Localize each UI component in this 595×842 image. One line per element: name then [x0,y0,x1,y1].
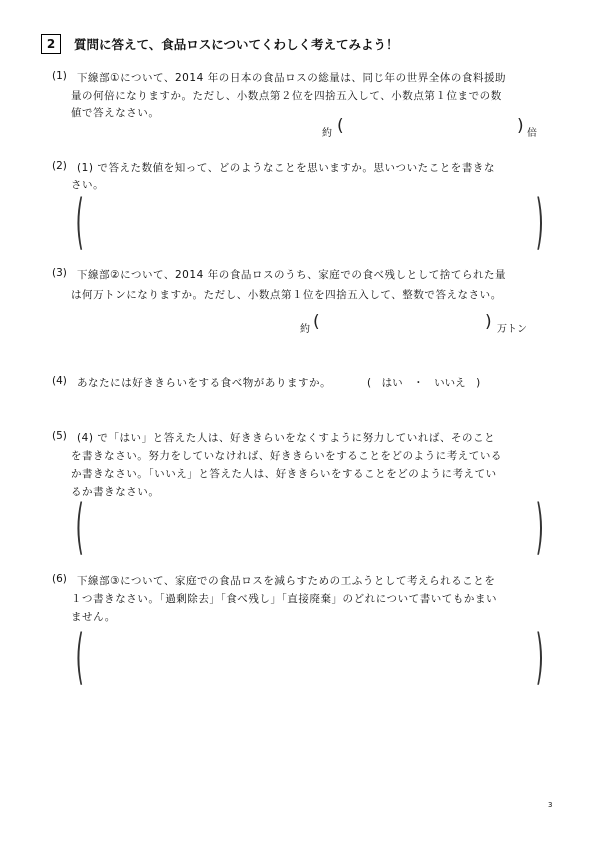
answer-1-field[interactable] [345,118,515,138]
answer-3-open-bracket: ( [313,312,320,332]
answer-1-close-bracket: ) [517,116,524,136]
question-3-line-1: 下線部②について、2014 年の食品ロスのうち、家庭での食べ残しとして捨てられた量 [77,269,507,281]
question-5-line-2: を書きなさい。努力をしていなければ、好ききらいをすることをどのように考えている [71,450,502,462]
question-1-line-3: 値で答えなさい。 [71,107,160,119]
answer-3-field[interactable] [321,314,481,334]
page-number: 3 [548,801,553,809]
answer-5-close-bracket: ) [535,492,544,562]
question-1-prefix: 約 [322,128,332,139]
question-1-line-1: 下線部①について、2014 年の日本の食品ロスの総量は、同じ年の世界全体の食料援助 [77,72,507,84]
question-5-number: (5) [52,430,67,442]
question-4-choices[interactable]: ( はい ・ いいえ ) [367,377,481,389]
question-6-line-1: 下線部③について、家庭での食品ロスを減らすための工ふうとして考えられることを [77,575,496,587]
section-number-box: 2 [41,34,61,54]
answer-3-close-bracket: ) [485,312,492,332]
question-3-suffix: 万トン [497,324,527,335]
answer-2-close-bracket: ) [535,187,544,257]
answer-6-field[interactable] [82,633,532,685]
question-1-suffix: 倍 [527,128,537,139]
question-3-number: (3) [52,267,67,279]
question-5-line-3: か書きなさい。「いいえ」と答えた人は、好ききらいをすることをどのように考えてい [71,468,497,480]
question-1-number: (1) [52,70,67,82]
section-heading: 質問に答えて、食品ロスについてくわしく考えてみよう！ [74,37,399,52]
question-6-number: (6) [52,573,67,585]
question-6-line-3: ません。 [71,611,116,623]
question-4-number: (4) [52,375,67,387]
question-6-line-2: １つ書きなさい。「過剰除去」「食べ残し」「直接廃棄」のどれについて書いてもかまい [71,593,498,605]
question-5-line-1: (4) で「はい」と答えた人は、好ききらいをなくすように努力していれば、そのこと [77,432,496,444]
question-1-line-2: 量の何倍になりますか。ただし、小数点第２位を四捨五入して、小数点第１位までの数 [71,90,502,102]
answer-1-open-bracket: ( [337,116,344,136]
question-2-line-2: さい。 [71,179,105,191]
question-2-line-1: (1) で答えた数値を知って、どのようなことを思いますか。思いついたことを書きな [77,162,495,174]
answer-2-field[interactable] [82,198,532,250]
question-5-line-4: るか書きなさい。 [71,486,160,498]
question-3-prefix: 約 [300,324,310,335]
answer-5-field[interactable] [82,503,532,555]
answer-2-open-bracket: ( [75,187,84,257]
answer-5-open-bracket: ( [75,492,84,562]
question-2-number: (2) [52,160,67,172]
answer-6-open-bracket: ( [75,622,84,692]
answer-6-close-bracket: ) [535,622,544,692]
question-4-line-1: あなたには好ききらいをする食べ物がありますか。 [77,377,332,389]
question-3-line-2: は何万トンになりますか。ただし、小数点第１位を四捨五入して、整数で答えなさい。 [71,289,502,301]
